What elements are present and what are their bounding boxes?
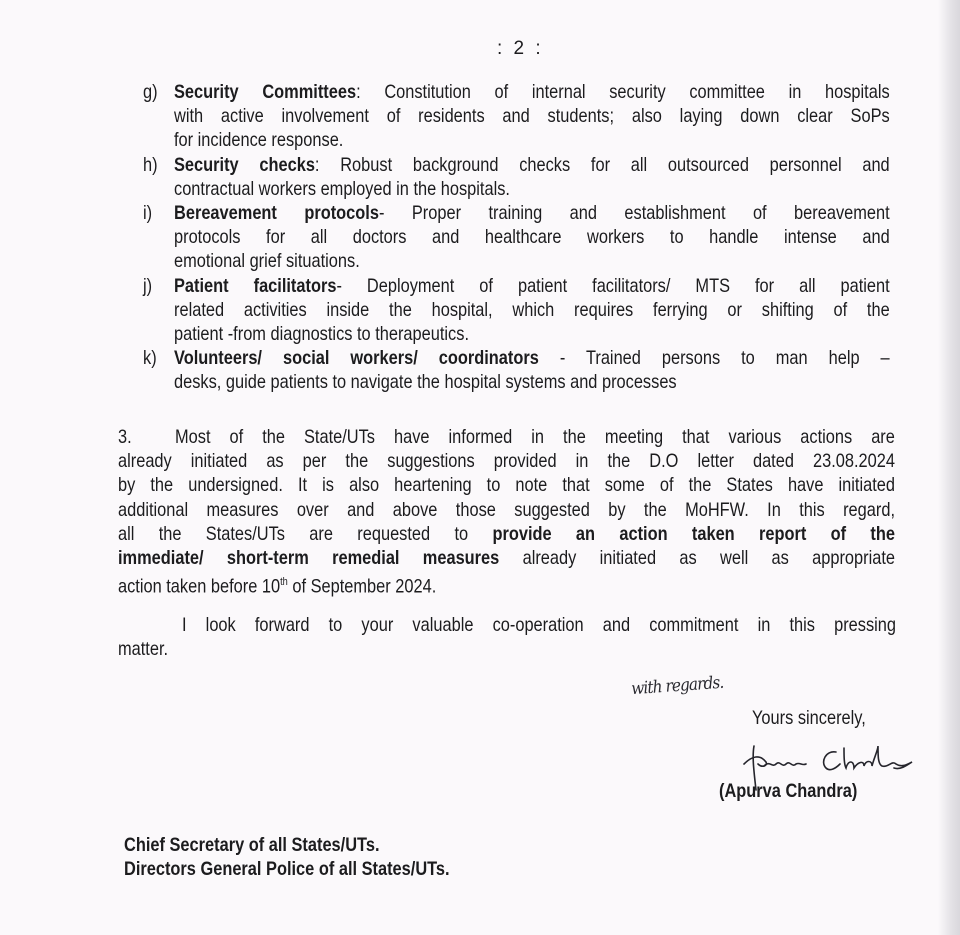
item-text: desks, guide patients to navigate the hospital systems and processes: [174, 371, 677, 394]
item-text: - Proper training and establishment of bereavement: [378, 201, 890, 224]
item-heading: Security Committees: [174, 81, 357, 103]
paragraph-text: already initiated as per the suggestions provided in the D.O letter dated 23.08.2024: [118, 450, 895, 473]
handwritten-regards: with regards.: [630, 672, 724, 700]
list-item-k: [143, 346, 960, 394]
item-text: for incidence response.: [174, 129, 344, 152]
paragraph-text: of September 2024.: [287, 575, 437, 598]
item-text: related activities inside the hospital, which requires ferrying or shifting of the: [174, 298, 890, 321]
measures-list: [143, 80, 960, 394]
paragraph-text: all the States/UTs are requested to: [118, 522, 493, 545]
item-text: contractual workers employed in the hospitals.: [174, 177, 510, 200]
paragraph-text: action taken before 10: [118, 575, 281, 598]
list-item-h: [143, 153, 960, 201]
paragraph-text: by the undersigned. It is also heartening to note that some of the States have initiated: [118, 474, 895, 497]
item-text: - Trained persons to man help –: [538, 347, 890, 370]
item-heading: Patient facilitators: [174, 274, 337, 297]
paragraph-text: additional measures over and above those suggested by the MoHFW. In this regard,: [118, 498, 895, 521]
paragraph-text: already initiated as well as appropriate: [499, 546, 896, 569]
closing-text: I look forward to your valuable co-operation and commitment in this pressing: [182, 614, 896, 636]
list-item-j: [143, 274, 960, 347]
list-item-i: [143, 201, 960, 274]
item-text: : Constitution of internal security committee in hospitals: [356, 81, 890, 103]
signatory-name: (Apurva Chandra): [719, 780, 858, 802]
page-number: : 2 :: [497, 38, 544, 59]
item-text: patient -from diagnostics to therapeutics.: [174, 322, 469, 345]
addressee: Chief Secretary of all States/UTs.: [124, 834, 380, 856]
item-label: i): [143, 201, 153, 224]
item-label: g): [143, 81, 158, 103]
paragraph-bold-text: provide an action taken report of the: [492, 522, 895, 545]
paragraph-number: 3.: [118, 426, 132, 448]
paragraph-text: Most of the State/UTs have informed in the meeting that various actions are: [175, 426, 895, 448]
paragraph-bold-text: immediate/ short-term remedial measures: [118, 546, 500, 569]
item-text: with active involvement of residents and students; also laying down clear SoPs: [174, 105, 890, 128]
item-text: - Deployment of patient facilitators/ MTS for all patient: [336, 274, 890, 297]
item-heading: Bereavement protocols: [174, 201, 379, 224]
list-item-g: [143, 80, 960, 153]
item-text: emotional grief situations.: [174, 250, 360, 273]
paragraph-3: [118, 425, 960, 598]
item-heading: Security checks: [174, 153, 315, 176]
item-heading: Volunteers/ social workers/ coordinators: [174, 347, 539, 370]
closing-paragraph: [118, 613, 960, 661]
superscript: th: [280, 576, 288, 589]
addressees: [124, 833, 512, 881]
addressee: Directors General Police of all States/UTs.: [124, 858, 450, 881]
item-text: protocols for all doctors and healthcare workers to handle intense and: [174, 226, 890, 249]
item-label: k): [143, 347, 157, 370]
item-text: : Robust background checks for all outsourced personnel and: [314, 153, 890, 176]
closing-text: matter.: [118, 638, 169, 661]
item-label: h): [143, 153, 158, 176]
yours-sincerely: Yours sincerely,: [752, 707, 866, 729]
item-label: j): [143, 274, 153, 297]
